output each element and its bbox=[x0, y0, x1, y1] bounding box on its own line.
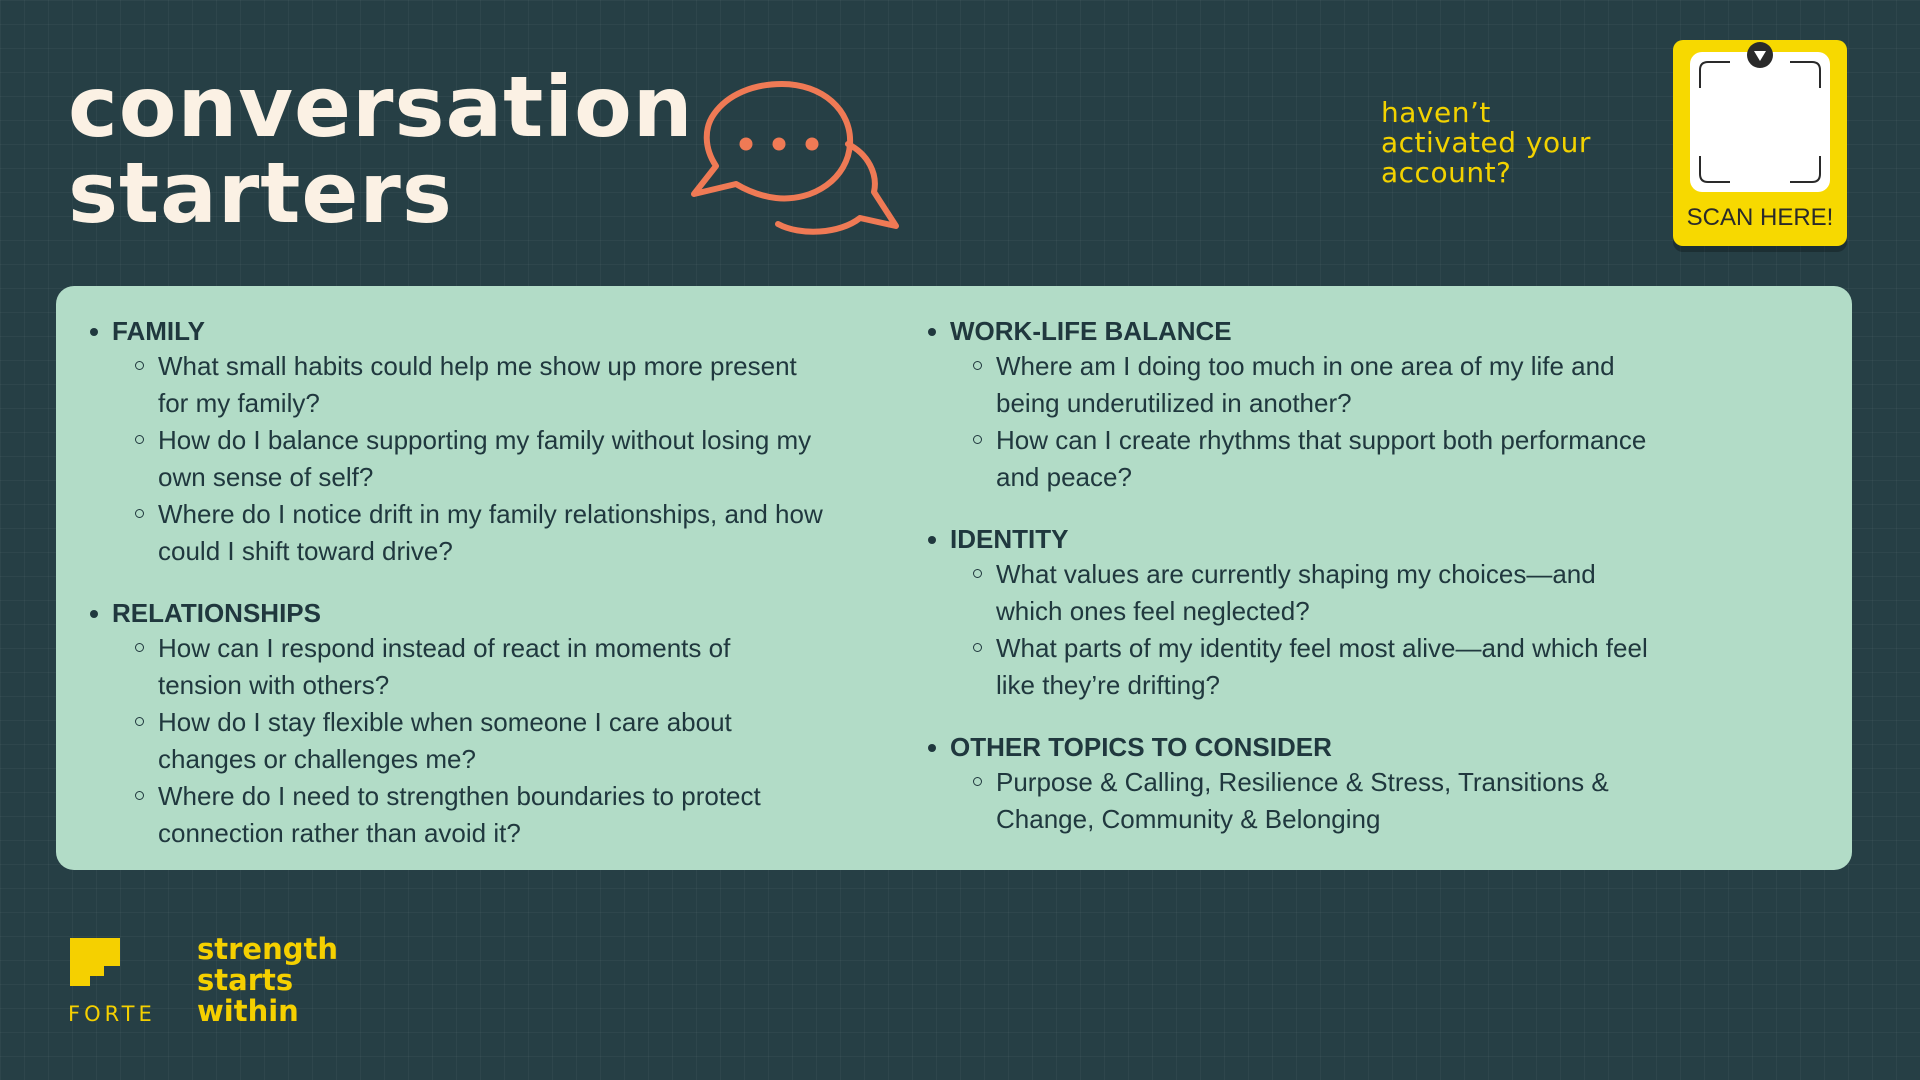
question-item bbox=[88, 704, 878, 778]
question-line: Where am I doing too much in one area of my life and bbox=[996, 351, 1615, 381]
question-item bbox=[926, 556, 1776, 630]
question-line: Change, Community & Belonging bbox=[996, 804, 1381, 834]
section-heading: FAMILY bbox=[88, 314, 878, 348]
question-line: which ones feel neglected? bbox=[996, 596, 1310, 626]
question-line: How can I respond instead of react in moments of bbox=[158, 633, 731, 663]
question-line: What values are currently shaping my choices—and bbox=[996, 559, 1596, 589]
question-item bbox=[926, 348, 1776, 422]
question-item bbox=[88, 422, 878, 496]
left-column bbox=[88, 314, 878, 878]
pin-down-icon bbox=[1745, 40, 1775, 70]
question-line: being underutilized in another? bbox=[996, 388, 1352, 418]
scan-frame-icon bbox=[1690, 52, 1830, 192]
section-heading: WORK-LIFE BALANCE bbox=[926, 314, 1776, 348]
topic-section bbox=[926, 730, 1776, 838]
question-line: How do I stay flexible when someone I care about bbox=[158, 707, 732, 737]
question-line: could I shift toward drive? bbox=[158, 536, 453, 566]
brand-name: FORTE bbox=[68, 1002, 156, 1026]
right-column bbox=[926, 314, 1776, 864]
question-line: How do I balance supporting my family without losing my bbox=[158, 425, 812, 455]
question-item bbox=[926, 630, 1776, 704]
question-item bbox=[926, 422, 1776, 496]
question-item bbox=[88, 348, 878, 422]
section-heading: OTHER TOPICS TO CONSIDER bbox=[926, 730, 1776, 764]
topic-section bbox=[926, 522, 1776, 704]
back-bubble-icon bbox=[778, 144, 896, 232]
section-heading: RELATIONSHIPS bbox=[88, 596, 878, 630]
tagline-line-1: strength bbox=[197, 932, 339, 966]
title-line-2: starters bbox=[68, 144, 453, 242]
question-line: and peace? bbox=[996, 462, 1132, 492]
tagline-line-3: within bbox=[197, 994, 299, 1028]
topic-section bbox=[88, 314, 878, 570]
tagline-line-2: starts bbox=[197, 963, 294, 997]
section-heading: IDENTITY bbox=[926, 522, 1776, 556]
front-bubble-icon bbox=[694, 84, 850, 198]
question-line: connection rather than avoid it? bbox=[158, 818, 521, 848]
question-item bbox=[88, 630, 878, 704]
question-line: What parts of my identity feel most alive—and which feel bbox=[996, 633, 1648, 663]
question-line: Purpose & Calling, Resilience & Stress, Transitions & bbox=[996, 767, 1609, 797]
scan-here-label: SCAN HERE! bbox=[1686, 204, 1834, 231]
topic-section bbox=[88, 596, 878, 852]
topic-section bbox=[926, 314, 1776, 496]
question-line: What small habits could help me show up more present bbox=[158, 351, 797, 381]
question-item bbox=[926, 764, 1776, 838]
question-line: own sense of self? bbox=[158, 462, 374, 492]
activation-line-1: haven’t bbox=[1381, 96, 1491, 129]
tagline bbox=[197, 934, 338, 1027]
question-item bbox=[88, 778, 878, 852]
activation-line-3: account? bbox=[1381, 156, 1512, 189]
forte-logo-icon bbox=[68, 938, 120, 990]
question-line: Where do I notice drift in my family relationships, and how bbox=[158, 499, 823, 529]
scan-qr-card[interactable] bbox=[1673, 40, 1847, 246]
activation-prompt bbox=[1381, 98, 1641, 188]
title-line-1: conversation bbox=[68, 58, 694, 156]
question-line: for my family? bbox=[158, 388, 320, 418]
dot-icon bbox=[806, 138, 819, 151]
question-item bbox=[88, 496, 878, 570]
question-line: changes or challenges me? bbox=[158, 744, 476, 774]
question-line: like they’re drifting? bbox=[996, 670, 1220, 700]
activation-line-2: activated your bbox=[1381, 126, 1591, 159]
dot-icon bbox=[773, 138, 786, 151]
qr-code-area[interactable] bbox=[1690, 52, 1830, 192]
question-line: tension with others? bbox=[158, 670, 390, 700]
question-line: How can I create rhythms that support both performance bbox=[996, 425, 1647, 455]
page-title bbox=[68, 58, 694, 242]
speech-bubbles-icon bbox=[690, 78, 910, 240]
question-line: Where do I need to strengthen boundaries to protect bbox=[158, 781, 761, 811]
dot-icon bbox=[740, 138, 753, 151]
topics-card bbox=[56, 286, 1852, 870]
